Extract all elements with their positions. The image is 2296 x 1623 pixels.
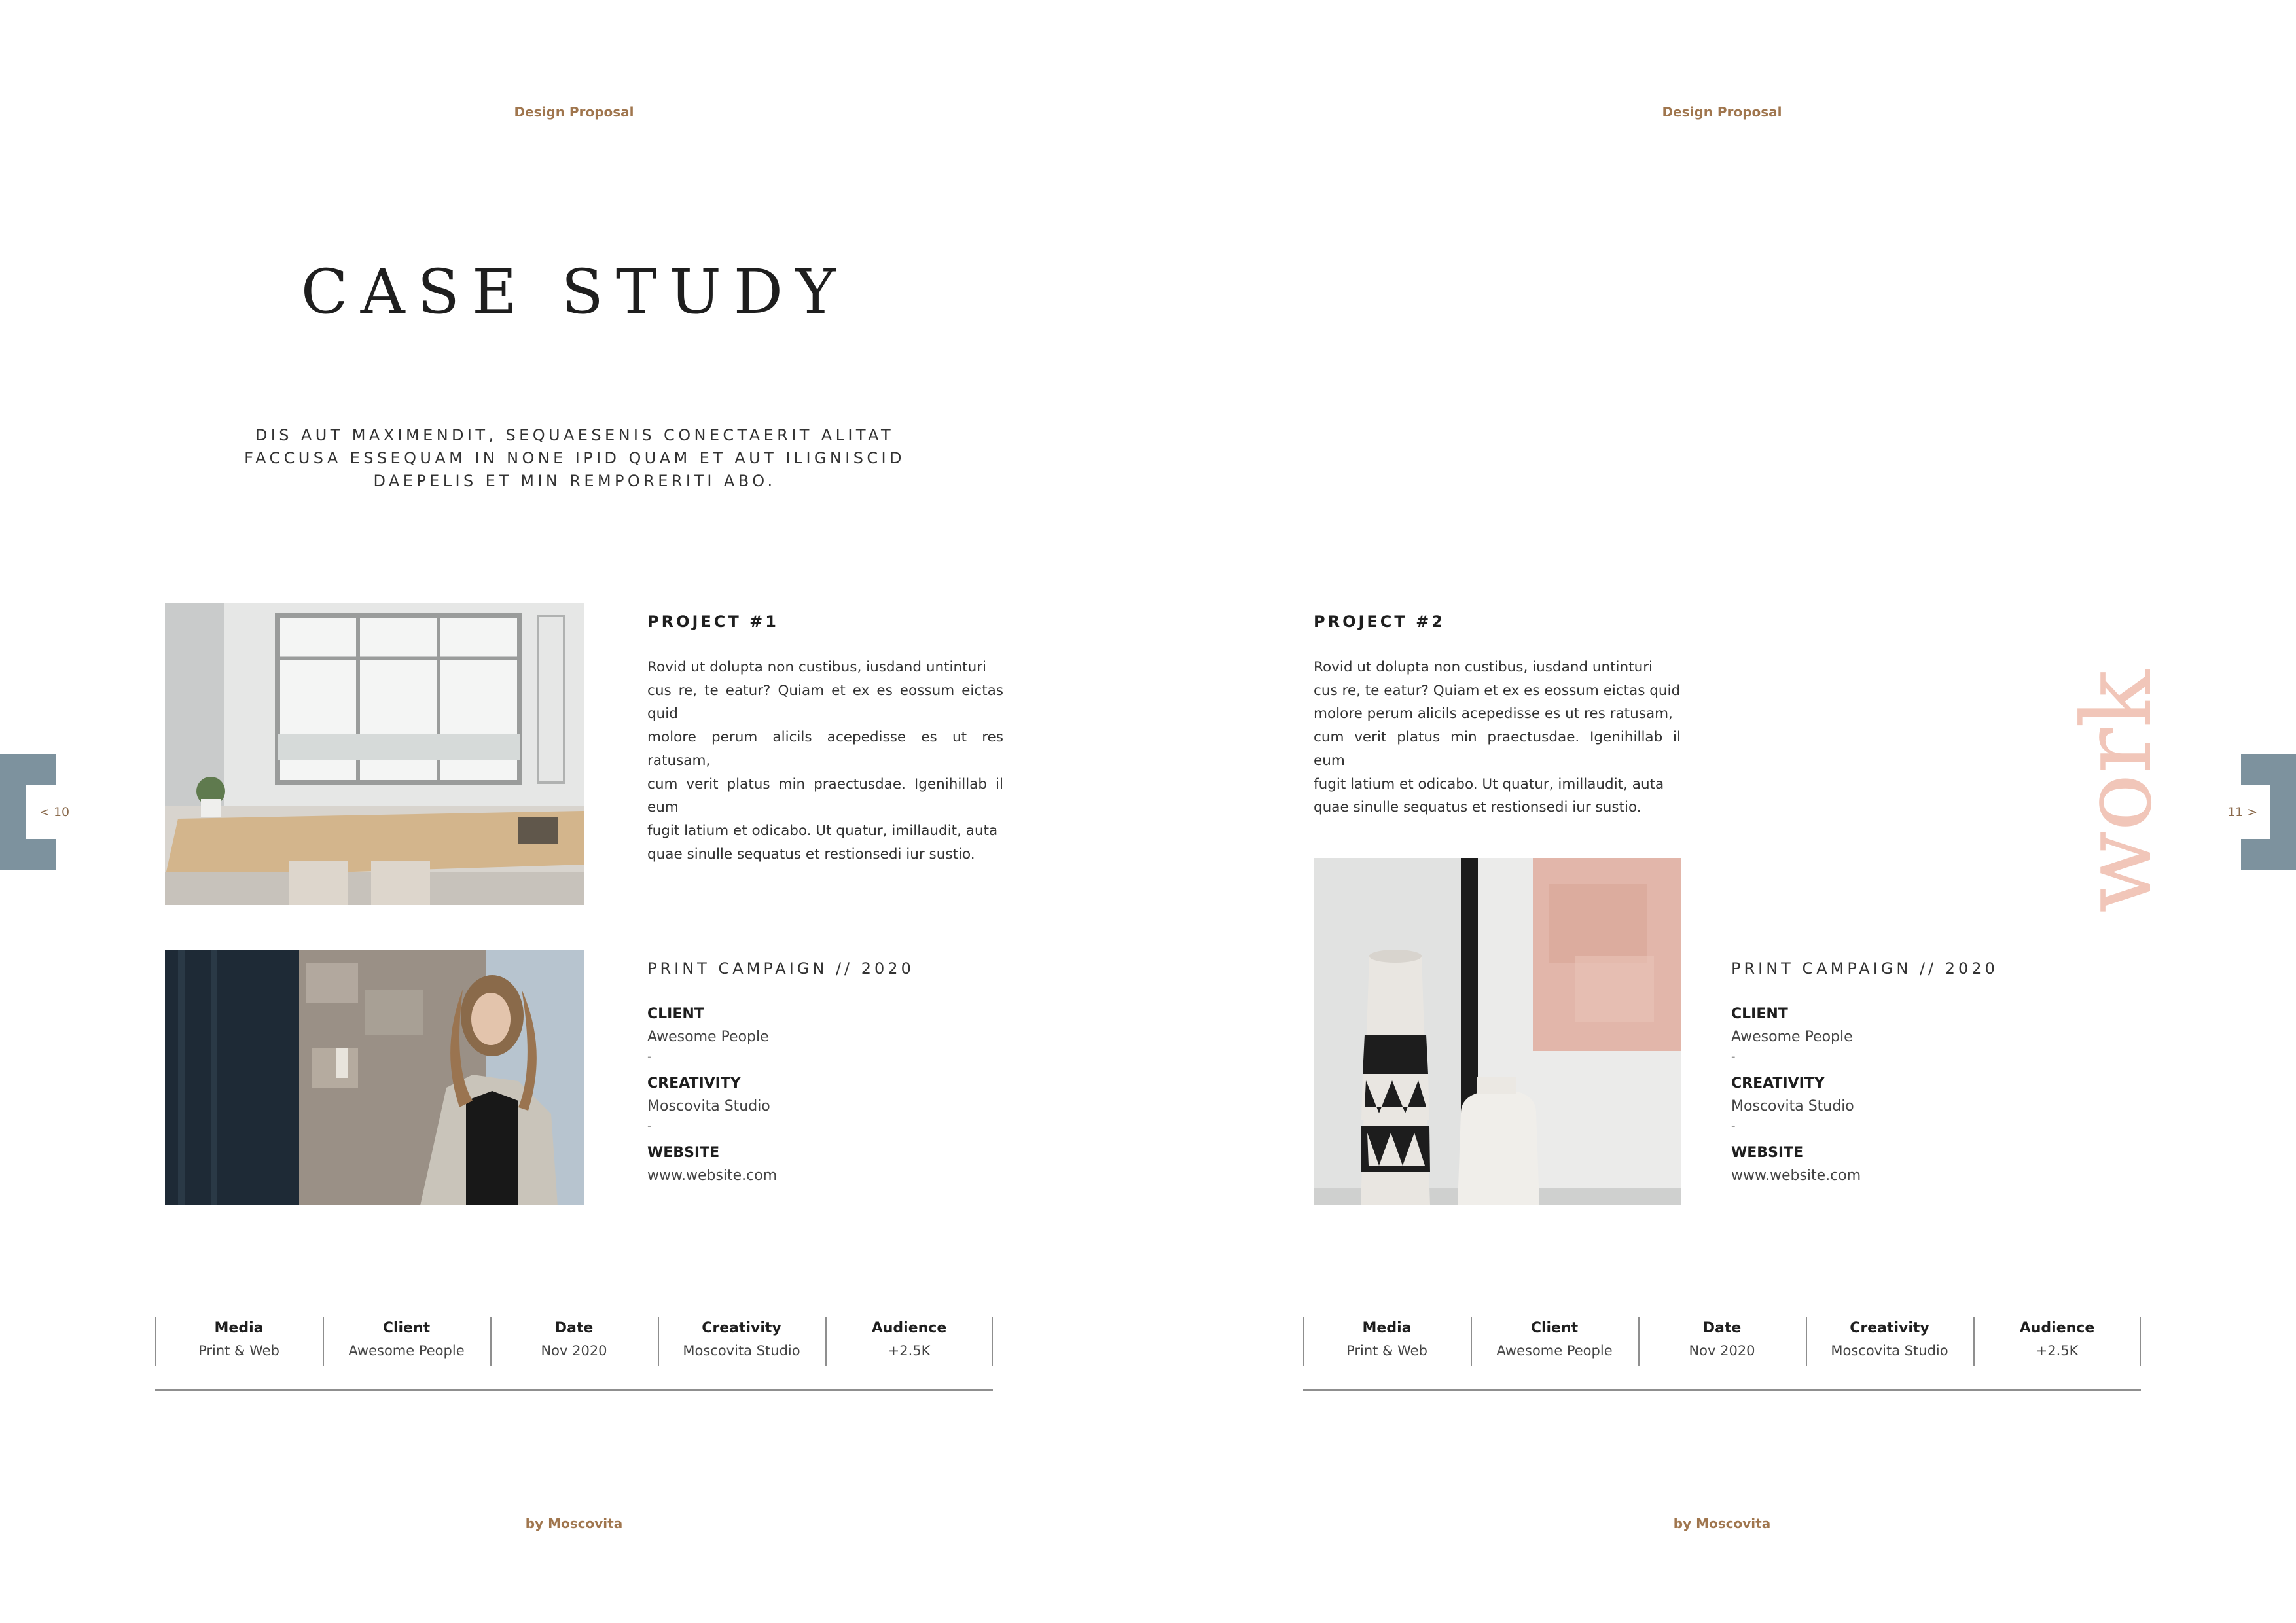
summary-cell-creativity bbox=[658, 1317, 825, 1359]
portrait-photo bbox=[165, 950, 584, 1205]
summary-value: Print & Web bbox=[1346, 1343, 1427, 1359]
summary-key: Creativity bbox=[1850, 1320, 1929, 1336]
summary-cell-media bbox=[1303, 1317, 1471, 1359]
project-1-body bbox=[647, 656, 1003, 866]
creativity-label: CREATIVITY bbox=[647, 1075, 741, 1092]
side-word-work: work bbox=[2062, 669, 2173, 913]
creativity-value: Moscovita Studio bbox=[1731, 1098, 1854, 1115]
body-line: quae sinulle sequatus et restionsedi iur sustio. bbox=[1314, 799, 1641, 816]
summary-value: Moscovita Studio bbox=[1831, 1343, 1948, 1359]
body-line: molore perum alicils acepedisse es ut res ratusam, bbox=[1314, 705, 1673, 722]
room-photo bbox=[165, 603, 584, 905]
creativity-value: Moscovita Studio bbox=[647, 1098, 770, 1115]
vases-photo bbox=[1314, 858, 1681, 1205]
body-line: fugit latium et odicabo. Ut quatur, imillaudit, auta bbox=[1314, 776, 1664, 793]
client-label: CLIENT bbox=[647, 1006, 704, 1022]
summary-value: Nov 2020 bbox=[541, 1343, 607, 1359]
summary-cell-client bbox=[323, 1317, 490, 1359]
summary-value: Print & Web bbox=[198, 1343, 279, 1359]
intro-line: DIS AUT MAXIMENDIT, SEQUAESENIS CONECTAERIT ALITAT bbox=[255, 426, 895, 444]
right-footer: by Moscovita bbox=[1673, 1516, 1771, 1531]
page-title: CASE STUDY bbox=[300, 257, 849, 328]
summary-cell-client bbox=[1471, 1317, 1638, 1359]
summary-key: Media bbox=[214, 1320, 264, 1336]
body-line: Rovid ut dolupta non custibus, iusdand untinturi bbox=[1314, 659, 1653, 675]
right-header: Design Proposal bbox=[1662, 104, 1782, 120]
client-label: CLIENT bbox=[1731, 1006, 1788, 1022]
summary-value: Awesome People bbox=[348, 1343, 465, 1359]
summary-underline bbox=[155, 1389, 993, 1391]
summary-key: Client bbox=[382, 1320, 431, 1336]
summary-row bbox=[1303, 1317, 2141, 1366]
client-value: Awesome People bbox=[1731, 1029, 1853, 1045]
project-2-body bbox=[1314, 656, 1681, 819]
summary-value: Awesome People bbox=[1496, 1343, 1613, 1359]
body-line: fugit latium et odicabo. Ut quatur, imillaudit, auta bbox=[647, 822, 998, 839]
campaign-heading: PRINT CAMPAIGN // 2020 bbox=[1731, 959, 1998, 978]
project-1-title: PROJECT #1 bbox=[647, 613, 779, 631]
summary-key: Date bbox=[554, 1320, 594, 1336]
intro-line: DAEPELIS ET MIN REMPORERITI ABO. bbox=[373, 472, 776, 490]
intro-text bbox=[215, 424, 935, 493]
summary-key: Creativity bbox=[702, 1320, 781, 1336]
project-2-title: PROJECT #2 bbox=[1314, 613, 1445, 631]
page-number-left[interactable]: < 10 bbox=[39, 805, 70, 819]
summary-underline bbox=[1303, 1389, 2141, 1391]
website-label: WEBSITE bbox=[647, 1145, 720, 1161]
creativity-label: CREATIVITY bbox=[1731, 1075, 1825, 1092]
summary-cell-date bbox=[490, 1317, 658, 1359]
body-line: quae sinulle sequatus et restionsedi iur sustio. bbox=[647, 846, 975, 863]
body-line: Rovid ut dolupta non custibus, iusdand untinturi bbox=[647, 659, 987, 675]
separator: - bbox=[1731, 1050, 1736, 1063]
summary-key: Audience bbox=[871, 1320, 947, 1336]
summary-cell-media bbox=[155, 1317, 323, 1359]
page-number-right[interactable]: 11 > bbox=[2227, 805, 2258, 819]
summary-cell-audience bbox=[825, 1317, 993, 1359]
separator: - bbox=[647, 1050, 652, 1063]
campaign-heading: PRINT CAMPAIGN // 2020 bbox=[647, 959, 914, 978]
body-line: cum verit platus min praectusdae. Igenihillab il eum bbox=[1314, 729, 1681, 769]
separator: - bbox=[1731, 1119, 1736, 1133]
client-value: Awesome People bbox=[647, 1029, 769, 1045]
intro-line: FACCUSA ESSEQUAM IN NONE IPID QUAM ET AUT ILIGNISCID bbox=[244, 449, 905, 467]
summary-key: Audience bbox=[2019, 1320, 2095, 1336]
website-value[interactable]: www.website.com bbox=[1731, 1168, 1861, 1184]
summary-value: +2.5K bbox=[2036, 1343, 2079, 1359]
body-line: cus re, te eatur? Quiam et ex es eossum eictas quid bbox=[1314, 682, 1681, 699]
summary-key: Media bbox=[1362, 1320, 1412, 1336]
left-footer: by Moscovita bbox=[525, 1516, 623, 1531]
summary-cell-audience bbox=[1973, 1317, 2141, 1359]
left-header: Design Proposal bbox=[514, 104, 634, 120]
body-line: molore perum alicils acepedisse es ut res ratusam, bbox=[647, 729, 1003, 769]
summary-row bbox=[155, 1317, 993, 1366]
summary-value: Moscovita Studio bbox=[683, 1343, 800, 1359]
summary-key: Date bbox=[1702, 1320, 1742, 1336]
separator: - bbox=[647, 1119, 652, 1133]
website-value[interactable]: www.website.com bbox=[647, 1168, 778, 1184]
summary-value: +2.5K bbox=[888, 1343, 931, 1359]
summary-cell-date bbox=[1638, 1317, 1806, 1359]
body-line: cum verit platus min praectusdae. Igenihillab il eum bbox=[647, 776, 1003, 816]
body-line: cus re, te eatur? Quiam et ex es eossum eictas quid bbox=[647, 682, 1003, 722]
website-label: WEBSITE bbox=[1731, 1145, 1804, 1161]
summary-key: Client bbox=[1530, 1320, 1579, 1336]
summary-cell-creativity bbox=[1806, 1317, 1973, 1359]
summary-value: Nov 2020 bbox=[1689, 1343, 1755, 1359]
